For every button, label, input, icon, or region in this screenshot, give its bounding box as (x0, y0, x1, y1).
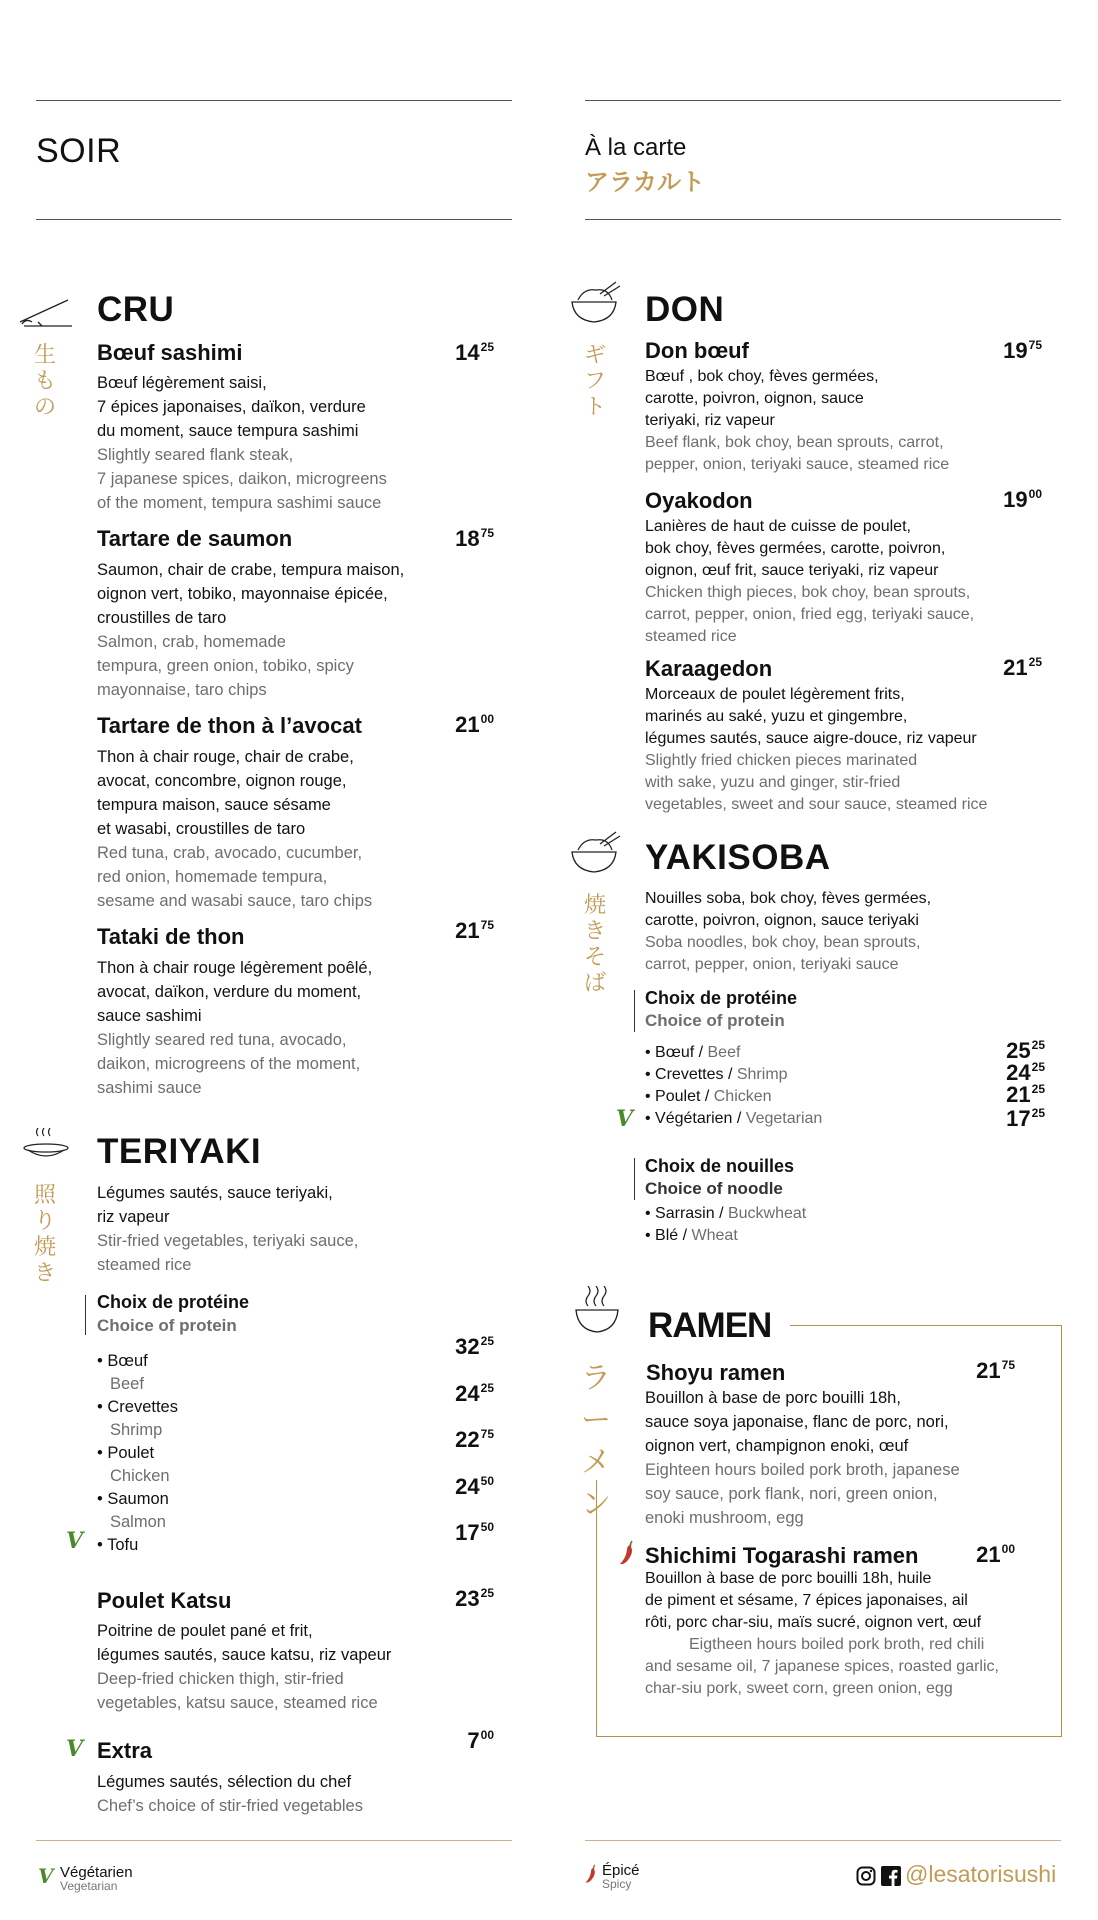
header-rule-bottom-right (585, 219, 1061, 220)
yakisoba-option-boeuf: • Bœuf / Beef (645, 1044, 741, 1061)
price-karaagedon: $21^{25}$ (1003, 655, 1042, 680)
noodle-choice-bar (634, 1158, 635, 1200)
yakisoba-jp-label: 焼 き そ ば (583, 892, 606, 995)
desc-teriyaki: Légumes sautés, sauce teriyaki, riz vapeur Stir-fried vegetables, teriyaki sauce, steamed rice (97, 1184, 359, 1274)
section-title-a-la-carte: À la carte (585, 134, 687, 161)
teriyaki-choice-sub: Choice of protein (97, 1316, 237, 1335)
ramen-frame-bottom (596, 1736, 1062, 1737)
price-shichimi-ramen: $21^{00}$ (976, 1542, 1015, 1567)
chopsticks-icon (18, 296, 76, 328)
section-title-cru: CRU (97, 290, 175, 329)
teriyaki-options: • Bœuf Beef • Crevettes Shrimp • Poulet Chicken • Saumon Salmon • Tofu (97, 1350, 178, 1557)
desc-don-boeuf: Bœuf , bok choy, fèves germées, carotte, poivron, oignon, sauce teriyaki, riz vapeur Beef flank, bok choy, bean sprouts, carrot, pepper, onion, teriyaki sauce, steamed rice (645, 368, 950, 473)
price-poulet-katsu: $23^{25}$ (455, 1586, 494, 1611)
price-shoyu-ramen: $21^{75}$ (976, 1358, 1015, 1383)
price-don-boeuf: $19^{75}$ (1003, 338, 1042, 363)
desc-shichimi-ramen: Bouillon à base de porc bouilli 18h, huile de piment et sésame, 7 épices japonaises, ail rôti, porc char-siu, maïs sucré, oignon vert, œuf Eigtheen hours boiled pork broth, red chili and sesame oil, 7 japanese spices, roasted garlic, char-siu pork, sweet corn, green onion, egg (645, 1570, 999, 1697)
chili-pepper-icon (618, 1540, 636, 1566)
price-teriyaki-tofu: $17^{50}$ (455, 1520, 494, 1545)
yakisoba-option-poulet: • Poulet / Chicken (645, 1088, 772, 1105)
header-rule-top-right (585, 100, 1061, 101)
desc-shoyu-ramen: Bouillon à base de porc bouilli 18h, sauce soya japonaise, flanc de porc, nori, oignon vert, champignon enoki, œuf Eighteen hours boiled pork broth, japanese soy sauce, pork flank, nori, green onion, enoki mushroom, egg (645, 1389, 960, 1527)
footer-rule-right (585, 1840, 1061, 1841)
item-name-poulet-katsu: Poulet Katsu (97, 1588, 232, 1613)
item-name-don-boeuf: Don bœuf (645, 338, 749, 363)
header-rule-top-left (36, 100, 512, 101)
section-title-don: DON (645, 290, 725, 329)
item-name-shoyu-ramen: Shoyu ramen (646, 1360, 786, 1385)
desc-tataki-thon: Thon à chair rouge légèrement poêlé, avocat, daïkon, verdure du moment, sauce sashimi Slightly seared red tuna, avocado, daikon, microgreens of the moment, sashimi sauce (97, 959, 373, 1097)
item-name-shichimi-ramen: Shichimi Togarashi ramen (645, 1543, 919, 1568)
instagram-icon[interactable] (856, 1866, 876, 1886)
price-tartare-saumon: $18^{75}$ (455, 526, 494, 551)
legend-vegetarian: Végétarien Vegetarian (60, 1864, 133, 1893)
item-name-oyakodon: Oyakodon (645, 488, 753, 513)
ramen-jp-label: ラ ー メ ン (581, 1362, 611, 1521)
teriyaki-choice-bar (85, 1295, 86, 1335)
desc-poulet-katsu: Poitrine de poulet pané et frit, légumes sautés, sauce katsu, riz vapeur Deep-fried chicken thigh, stir-fried vegetables, katsu sauce, steamed rice (97, 1622, 392, 1712)
ramen-frame-top (790, 1325, 1062, 1326)
teriyaki-choice-title: Choix de protéine (97, 1292, 250, 1312)
desc-extra: Légumes sautés, sélection du chef Chef’s choice of stir-fried vegetables (97, 1773, 363, 1815)
price-tartare-thon: $21^{00}$ (455, 712, 494, 737)
desc-yakisoba: Nouilles soba, bok choy, fèves germées, carotte, poivron, oignon, sauce teriyaki Soba noodles, bok choy, bean sprouts, carrot, pepper, onion, teriyaki sauce (645, 890, 932, 973)
don-jp-label: ギ フ ト (583, 342, 606, 419)
teriyaki-option-boeuf: • Bœuf (97, 1352, 148, 1370)
teriyaki-jp-label: 照 り 焼 き (33, 1182, 56, 1285)
yakisoba-options (645, 1042, 822, 1130)
noodle-choice-sub: Choice of noodle (645, 1179, 783, 1198)
social-handle[interactable]: @lesatorisushi (905, 1861, 1057, 1887)
price-extra: $7^{00}$ (467, 1728, 494, 1753)
header-rule-bottom-left (36, 219, 512, 220)
noodle-option-ble: • Blé / Wheat (645, 1227, 738, 1244)
item-name-tataki-thon: Tataki de thon (97, 924, 245, 949)
facebook-icon[interactable] (881, 1866, 901, 1886)
item-name-extra: Extra (97, 1738, 153, 1763)
vegetarian-icon: V (66, 1736, 84, 1762)
footer-rule-left (36, 1840, 512, 1841)
ramen-bowl-icon (574, 1286, 620, 1334)
price-oyakodon: $19^{00}$ (1003, 487, 1042, 512)
desc-tartare-saumon: Saumon, chair de crabe, tempura maison, oignon vert, tobiko, mayonnaise épicée, croustilles de taro Salmon, crab, homemade tempura, green onion, tobiko, spicy mayonnaise, taro chips (97, 561, 405, 699)
vegetarian-icon: V (616, 1106, 634, 1132)
noodle-options (645, 1203, 806, 1247)
ramen-frame-right (1061, 1325, 1062, 1737)
desc-boeuf-sashimi: Bœuf légèrement saisi, 7 épices japonaises, daïkon, verdure du moment, sauce tempura sashimi Slightly seared flank steak, 7 japanese spices, daikon, microgreens of the moment, tempura sashimi sauce (97, 374, 387, 512)
desc-tartare-thon: Thon à chair rouge, chair de crabe, avocat, concombre, oignon rouge, tempura maison, sauce sésame et wasabi, croustilles de taro Red tuna, crab, avocado, cucumber, red onion, homemade tempura, sesame and wasabi sauce, taro chips (97, 748, 373, 910)
price-tataki-thon: $21^{75}$ (455, 918, 494, 943)
price-yakisoba-poulet: $21^{25}$ (1006, 1082, 1045, 1107)
desc-karaagedon: Morceaux de poulet légèrement frits, marinés au saké, yuzu et gingembre, légumes sautés, sauce aigre-douce, riz vapeur Slightly fried chicken pieces marinated with sake, yuzu and ginger, stir-fried vegetables, sweet and sour sauce, steamed rice (645, 686, 988, 813)
price-teriyaki-saumon: $24^{50}$ (455, 1474, 494, 1499)
item-name-boeuf-sashimi: Bœuf sashimi (97, 340, 243, 365)
item-name-tartare-thon: Tartare de thon à l’avocat (97, 713, 362, 738)
teriyaki-plate-icon (22, 1128, 70, 1162)
vegetarian-legend-icon: V (38, 1864, 54, 1888)
teriyaki-option-tofu: • Tofu (97, 1536, 139, 1554)
price-teriyaki-poulet: $22^{75}$ (455, 1427, 494, 1452)
cru-jp-label: 生 も の (33, 342, 56, 419)
item-name-karaagedon: Karaagedon (645, 656, 773, 681)
section-title-jp: アラカルト (585, 169, 705, 196)
yakisoba-choice-title: Choix de protéine (645, 988, 798, 1008)
teriyaki-option-poulet: • Poulet (97, 1444, 155, 1462)
price-yakisoba-boeuf: $25^{25}$ (1006, 1038, 1045, 1063)
rice-bowl-icon (570, 280, 622, 326)
price-teriyaki-boeuf: $32^{25}$ (455, 1334, 494, 1359)
yakisoba-option-crevettes: • Crevettes / Shrimp (645, 1066, 788, 1083)
noodle-bowl-icon (570, 830, 622, 876)
legend-spicy: Épicé Spicy (602, 1862, 640, 1891)
price-yakisoba-crevettes: $24^{25}$ (1006, 1060, 1045, 1085)
section-title-ramen: RAMEN (648, 1306, 772, 1345)
noodle-option-sarrasin: • Sarrasin / Buckwheat (645, 1205, 807, 1222)
teriyaki-option-crevettes: • Crevettes (97, 1398, 178, 1416)
vegetarian-icon: V (66, 1528, 84, 1554)
yakisoba-choice-bar (634, 990, 635, 1032)
section-title-yakisoba: YAKISOBA (645, 838, 831, 877)
page-title: SOIR (36, 132, 122, 170)
section-title-teriyaki: TERIYAKI (97, 1132, 262, 1171)
item-name-tartare-saumon: Tartare de saumon (97, 526, 293, 551)
yakisoba-choice-sub: Choice of protein (645, 1011, 785, 1030)
yakisoba-option-vegetarien: • Végétarien / Vegetarian (645, 1110, 823, 1127)
chili-legend-icon (584, 1864, 598, 1884)
price-yakisoba-vegetarien: $17^{25}$ (1006, 1106, 1045, 1131)
desc-oyakodon: Lanières de haut de cuisse de poulet, bok choy, fèves germées, carotte, poivron, oignon, œuf frit, sauce teriyaki, riz vapeur Chicken thigh pieces, bok choy, bean sprouts, carrot, pepper, onion, fried egg, teriyaki sauce, steamed rice (645, 518, 975, 645)
price-teriyaki-crevettes: $24^{25}$ (455, 1381, 494, 1406)
price-boeuf-sashimi: $14^{25}$ (455, 340, 494, 365)
teriyaki-option-saumon: • Saumon (97, 1490, 169, 1508)
noodle-choice-title: Choix de nouilles (645, 1156, 795, 1176)
